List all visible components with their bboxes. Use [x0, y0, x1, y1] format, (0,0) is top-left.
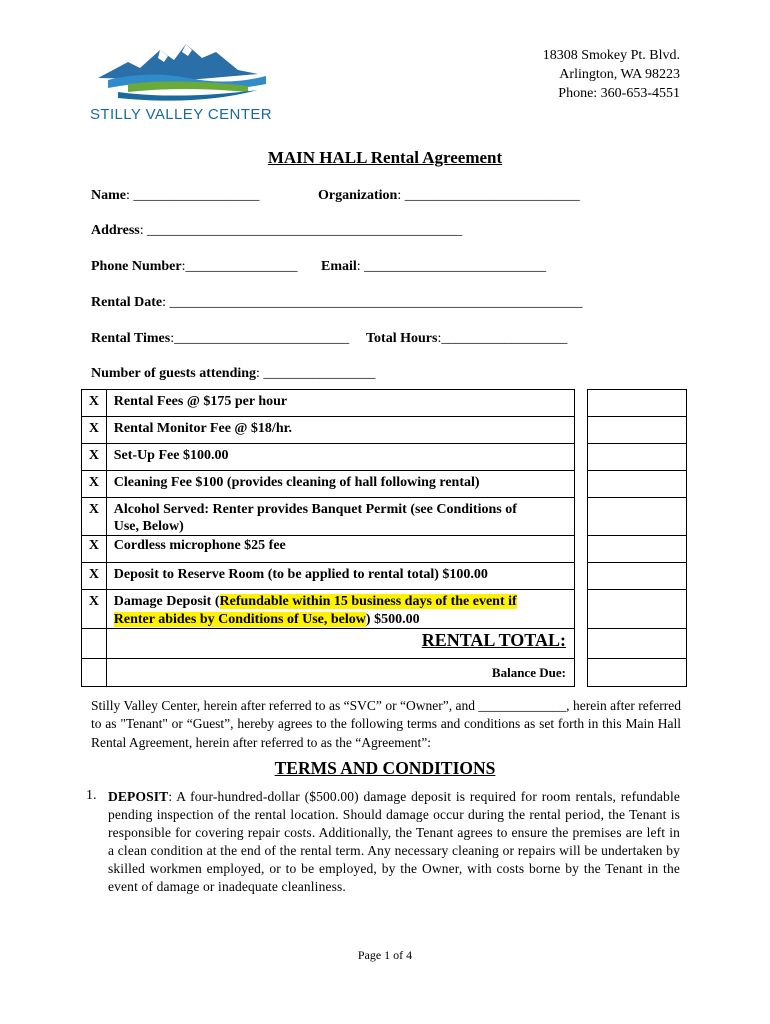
fee-amount-cell[interactable]	[587, 444, 686, 471]
logo-text: STILLY VALLEY CENTER	[90, 106, 272, 123]
fee-amount-cell[interactable]	[587, 390, 686, 417]
email-label: Email	[321, 259, 357, 274]
guests-field[interactable]	[91, 366, 375, 382]
fee-amount-cell[interactable]	[587, 417, 686, 444]
page-number: Page 1 of 4	[357, 948, 413, 962]
rental-total-label: RENTAL TOTAL:	[421, 630, 566, 650]
total-hours-blank[interactable]: :__________________	[437, 331, 568, 346]
address-field[interactable]	[91, 223, 462, 239]
fee-row	[82, 536, 687, 563]
organization-field[interactable]	[318, 188, 580, 204]
fees-table	[81, 389, 687, 687]
email-field[interactable]	[321, 259, 546, 275]
term-number: 1.	[86, 788, 97, 803]
email-blank[interactable]: : __________________________	[356, 259, 547, 274]
phone-line: Phone: 360-653-4551	[558, 86, 680, 101]
logo	[88, 40, 273, 130]
rental-times-field[interactable]	[91, 331, 349, 347]
damage-deposit-amount: ) $500.00	[365, 612, 420, 627]
guests-blank[interactable]: : ________________	[256, 366, 376, 381]
balance-due-cell[interactable]	[587, 659, 686, 687]
address-blank[interactable]: : _____________________________________________	[139, 223, 463, 238]
balance-due-row	[82, 659, 687, 687]
address-block	[543, 46, 680, 103]
phone-field[interactable]	[91, 259, 298, 275]
fee-check-mark[interactable]: X	[88, 421, 99, 436]
guests-label: Number of guests attending	[91, 366, 257, 381]
address-line-1: 18308 Smokey Pt. Blvd.	[542, 48, 680, 63]
total-hours-label: Total Hours	[366, 331, 438, 346]
address-line-2: Arlington, WA 98223	[559, 67, 680, 82]
name-field[interactable]	[91, 188, 259, 204]
fee-row	[82, 471, 687, 498]
name-blank[interactable]: : __________________	[126, 188, 260, 203]
fee-row	[82, 444, 687, 471]
balance-due-label: Balance Due:	[491, 664, 566, 680]
fee-check-mark[interactable]: X	[88, 394, 99, 409]
mountain-logo-icon	[88, 40, 273, 108]
refund-condition-highlight: Refundable within 15 business days of the event if	[219, 594, 517, 609]
damage-deposit-line-2	[114, 611, 574, 628]
fee-check-mark[interactable]: X	[88, 567, 99, 582]
address-label: Address	[91, 223, 140, 238]
phone-label: Phone Number	[91, 259, 182, 274]
name-label: Name	[91, 188, 126, 203]
organization-blank[interactable]: : _________________________	[397, 188, 580, 203]
fee-description: Rental Fees @ $175 per hour	[113, 394, 288, 409]
term-text: : A four-hundred-dollar ($500.00) damage deposit is required for room rentals, refundable pending inspection of the rental location. Should damage occur during the rental period, the Tenant is responsible for covering repair costs. Additionally, the Tenant agrees to ensure the premises are left in a clean condition at the end of the rental term. Any necessary cleaning or repairs will be undertaken by skilled workmen employed, or to be employed, by the Owner, with costs borne by the Tenant in the event of damage or inadequate cleanliness.	[108, 789, 680, 894]
rental-times-blank[interactable]: :_________________________	[170, 331, 350, 346]
fee-row	[82, 498, 687, 536]
fee-check-mark[interactable]: X	[88, 594, 99, 609]
term-heading: DEPOSIT	[108, 789, 169, 804]
rental-times-label: Rental Times	[91, 331, 171, 346]
organization-label: Organization	[318, 188, 398, 203]
fee-description: Cordless microphone $25 fee	[113, 538, 286, 553]
fee-row	[82, 563, 687, 590]
fee-description: Set-Up Fee $100.00	[113, 448, 229, 463]
fee-description: Rental Monitor Fee @ $18/hr.	[113, 421, 293, 436]
fee-check-mark[interactable]: X	[88, 475, 99, 490]
total-hours-field[interactable]	[366, 331, 567, 347]
fee-check-mark[interactable]: X	[88, 448, 99, 463]
terms-title: TERMS AND CONDITIONS	[274, 758, 496, 778]
fee-row	[82, 417, 687, 444]
fee-amount-cell[interactable]	[587, 563, 686, 590]
rental-date-blank[interactable]: : ___________________________________________________________	[162, 295, 583, 310]
fee-description: Alcohol Served: Renter provides Banquet Permit (see Conditions of	[113, 502, 517, 517]
damage-deposit-line-1	[114, 590, 574, 611]
fee-description-continued: Use, Below)	[113, 519, 184, 534]
fee-row	[82, 590, 687, 629]
fee-row	[82, 390, 687, 417]
rental-date-field[interactable]	[91, 295, 583, 311]
fee-check-mark[interactable]: X	[88, 538, 99, 553]
refund-condition-highlight-2: Renter abides by Conditions of Use, below	[113, 612, 366, 627]
page-title: MAIN HALL Rental Agreement	[267, 148, 503, 167]
rental-date-label: Rental Date	[91, 295, 163, 310]
intro-paragraph: Stilly Valley Center, herein after referred to as “SVC” or “Owner”, and _____________, herein after referred to as "Tenant" or “Guest”, hereby agrees to the following terms and conditions as set forth in this Main Hall Rental Agreement, herein after referred to as the “Agreement”:	[91, 698, 681, 750]
fee-amount-cell[interactable]	[587, 590, 686, 629]
rental-total-cell[interactable]	[587, 629, 686, 659]
fee-description: Deposit to Reserve Room (to be applied to rental total) $100.00	[113, 567, 488, 582]
rental-total-row	[82, 629, 687, 659]
fee-description: Cleaning Fee $100 (provides cleaning of hall following rental)	[113, 475, 480, 490]
fee-check-mark[interactable]: X	[88, 502, 99, 517]
term-item	[108, 788, 680, 895]
fee-amount-cell[interactable]	[587, 471, 686, 498]
fee-amount-cell[interactable]	[587, 536, 686, 563]
phone-blank[interactable]: :________________	[181, 259, 298, 274]
damage-deposit-label: Damage Deposit (	[113, 594, 220, 609]
fee-amount-cell[interactable]	[587, 498, 686, 536]
